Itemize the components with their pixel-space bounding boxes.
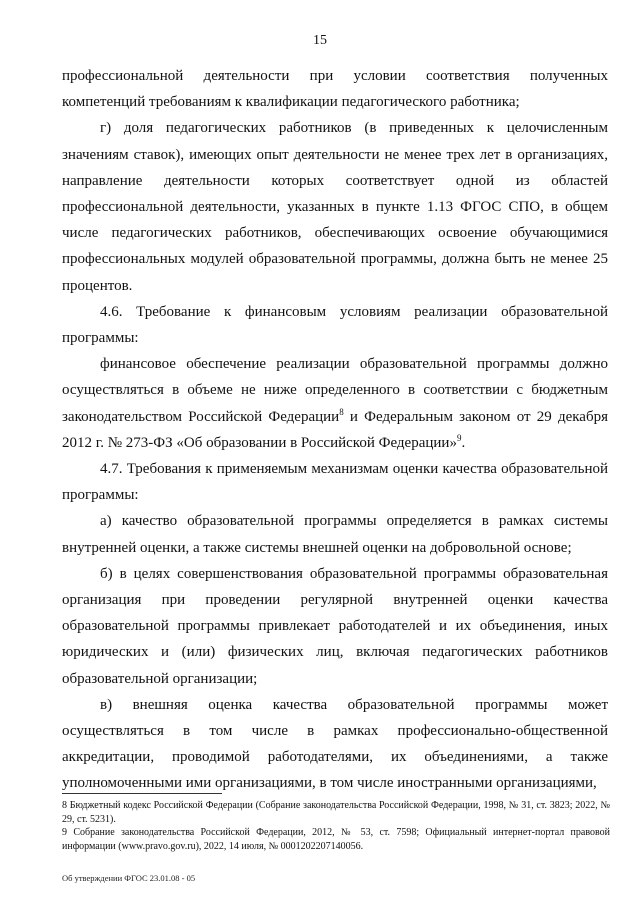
paragraph-item-v: в) внешняя оценка качества образовательной программы может осуществляться в том числе в рамках профессионально-общественной аккредитации, проводимой работодателями, их объединениями, а также уполномоченными ими организациями, в том числе иностранными организациями, [62,696,608,792]
page-number: 15 [313,33,327,48]
page-footer: Об утверждении ФГОС 23.01.08 - 05 [62,873,196,883]
footnote-8: 8 Бюджетный кодекс Российской Федерации (Собрание законодательства Российской Федерации, 1998, № 31, ст. 3823; 2022, № 29, ст. 5231). [62,800,610,825]
paragraph-financial-provision [62,351,608,456]
paragraph-text: финансовое обеспечение реализации образовательной программы должно осуществляться в объеме не ниже определенного в соответствии с бюджетным законодательством Российской Федерации [62,356,608,425]
footnote-9: 9 Собрание законодательства Российской Федерации, 2012, № 53, ст. 7598; Официальный интернет-портал правовой информации (www.pravo.gov.ru), 2022, 14 июля, № 0001202207140056. [62,827,610,852]
paragraph-text: и Федеральным законом от 29 декабря 2012 г. № 273-ФЗ «Об образовании в Российской Федерации» [62,408,608,451]
paragraph-item-a: а) качество образовательной программы определяется в рамках системы внутренней оценки, а также системы внешней оценки на добровольной основе; [62,513,608,556]
paragraph-item-b: б) в целях совершенствования образовательной программы образовательная организация при проведении регулярной внутренней оценки качества образовательной программы привлекает работодателей и их объединения, иных юридических и (или) физических лиц, включая педагогических работников образовательной организации; [62,565,608,687]
footnote-ref-9: 9 [456,432,462,443]
paragraph-text: . [461,434,466,451]
paragraph-4-6-heading: 4.6. Требование к финансовым условиям реализации образовательной программы: [62,303,608,347]
document-body [62,63,608,797]
paragraph-continuation: профессиональной деятельности при условии соответствия полученных компетенций требованиям к квалификации педагогического работника; [62,68,608,111]
paragraph-4-7-heading: 4.7. Требования к применяемым механизмам оценки качества образовательной программы: [62,461,608,504]
paragraph-item-g: г) доля педагогических работников (в приведенных к целочисленным значениям ставок), имеющих опыт деятельности не менее трех лет в организациях, направление деятельности которых соответствует одной из областей профессиональной деятельности, указанных в пункте 1.13 ФГОС СПО, в общем числе педагогических работников, обеспечивающих освоение обучающимися профессиональных модулей образовательной программы, должна быть не менее 25 процентов. [62,120,608,294]
footnote-divider [62,793,222,794]
footnote-ref-8: 8 [339,406,344,417]
footnotes [62,799,610,853]
